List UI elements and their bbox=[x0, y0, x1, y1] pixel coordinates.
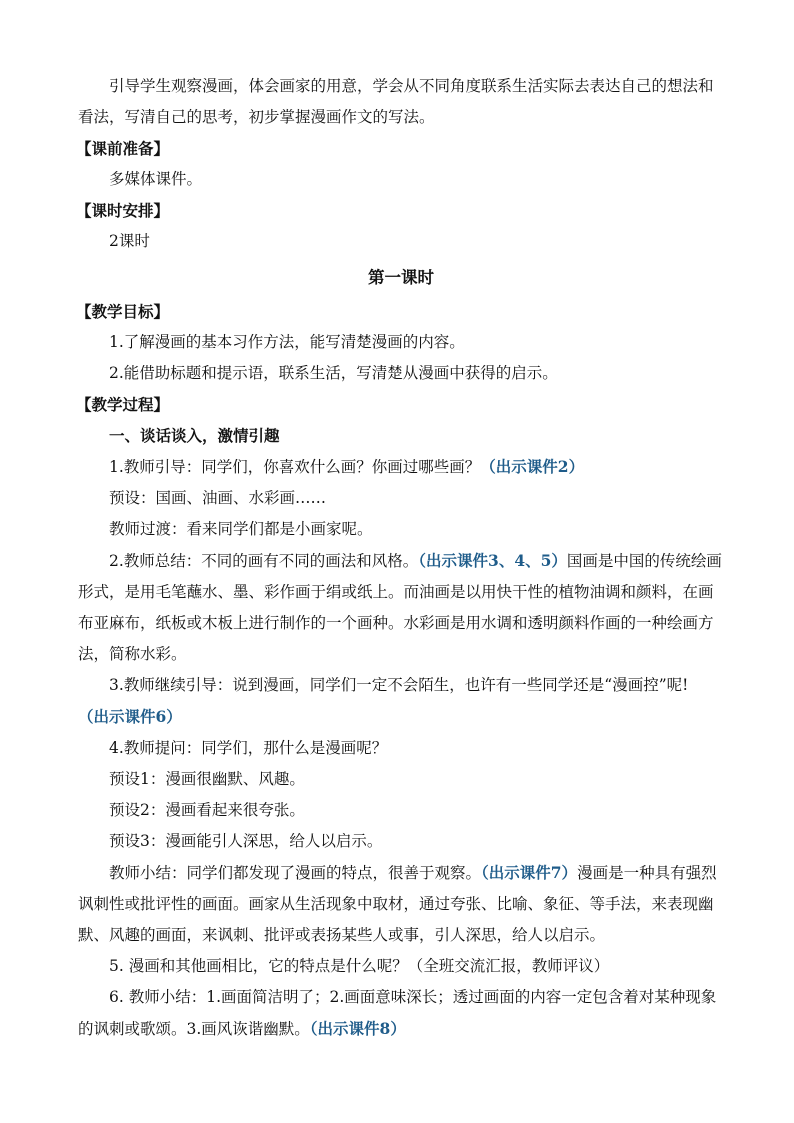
step-4-summary bbox=[78, 857, 724, 951]
step-4-rest: 漫画是一种具有强烈讽刺性或批评性的画面。画家从生活现象中取材，通过夸张、比喻、象征、等手法，来表现幽默、风趣的画面，来讽刺、批评或表扬某些人或事，引人深思，给人以启示。 bbox=[78, 864, 717, 944]
goal-1: 1.了解漫画的基本习作方法，能写清楚漫画的内容。 bbox=[109, 333, 465, 351]
step-3-cue-line bbox=[78, 701, 724, 733]
prep-heading: 【课前准备】 bbox=[76, 139, 170, 158]
step-1-transition: 教师过渡：看来同学们都是小画家呢。 bbox=[109, 520, 373, 538]
process-heading: 【教学过程】 bbox=[76, 395, 170, 414]
intro-paragraph: 引导学生观察漫画，体会画家的用意，学会从不同角度联系生活实际去表达自己的想法和看法，写清自己的思考，初步掌握漫画作文的写法。 bbox=[78, 77, 714, 126]
part-1-title: 一、谈话谈入，激情引趣 bbox=[109, 426, 280, 445]
lesson-title: 第一课时 bbox=[368, 268, 434, 287]
step-2-cue: （出示课件3、4、5） bbox=[418, 551, 567, 570]
step-1-cue: （出示课件2） bbox=[480, 457, 585, 476]
step-1-text: 1.教师引导：同学们，你喜欢什么画？你画过哪些画？ bbox=[109, 458, 481, 476]
goals-heading: 【教学目标】 bbox=[76, 302, 170, 321]
time-text: 2课时 bbox=[109, 232, 150, 250]
step-4-summary-text: 教师小结：同学们都发现了漫画的特点，很善于观察。 bbox=[109, 864, 482, 882]
step-2-text: 2.教师总结：不同的画有不同的画法和风格。 bbox=[109, 552, 419, 570]
goal-2: 2.能借助标题和提示语，联系生活，写清楚从漫画中获得的启示。 bbox=[109, 364, 558, 382]
step-4-preset-2: 预设2：漫画看起来很夸张。 bbox=[109, 801, 305, 819]
step-4-text: 4.教师提问：同学们，那什么是漫画呢？ bbox=[109, 739, 388, 757]
time-heading: 【课时安排】 bbox=[76, 201, 170, 220]
step-2 bbox=[78, 545, 724, 670]
step-6-cue: （出示课件8） bbox=[309, 1019, 406, 1038]
step-5-text: 5. 漫画和其他画相比，它的特点是什么呢？（全班交流汇报，教师评议） bbox=[109, 957, 610, 975]
step-1-preset: 预设：国画、油画、水彩画…… bbox=[109, 489, 327, 507]
step-3-cue: （出示课件6） bbox=[78, 707, 182, 726]
step-3-text: 3.教师继续引导：说到漫画，同学们一定不会陌生，也许有一些同学还是“漫画控”呢! bbox=[109, 676, 689, 694]
step-4-cue: （出示课件7） bbox=[481, 863, 578, 882]
step-4-preset-1: 预设1：漫画很幽默、风趣。 bbox=[109, 770, 305, 788]
step-4-preset-3: 预设3：漫画能引人深思，给人以启示。 bbox=[109, 832, 383, 850]
step-6 bbox=[78, 982, 724, 1045]
lesson-plan-body bbox=[78, 71, 724, 1045]
prep-text: 多媒体课件。 bbox=[109, 170, 203, 188]
step-1 bbox=[78, 451, 724, 483]
step-2-rest: 国画是中国的传统绘画形式，是用毛笔蘸水、墨、彩作画于绢或纸上。而油画是以用快干性的植物油调和颜料，在画布亚麻布，纸板或木板上进行制作的一个画种。水彩画是用水调和透明颜料作画的一种绘画方法，简称水彩。 bbox=[78, 552, 722, 663]
step-6-text: 6. 教师小结：1.画面简洁明了；2.画面意味深长；透过画面的内容一定包含着对某种现象的讽刺或歌颂。3.画风诙谐幽默。 bbox=[78, 988, 717, 1038]
